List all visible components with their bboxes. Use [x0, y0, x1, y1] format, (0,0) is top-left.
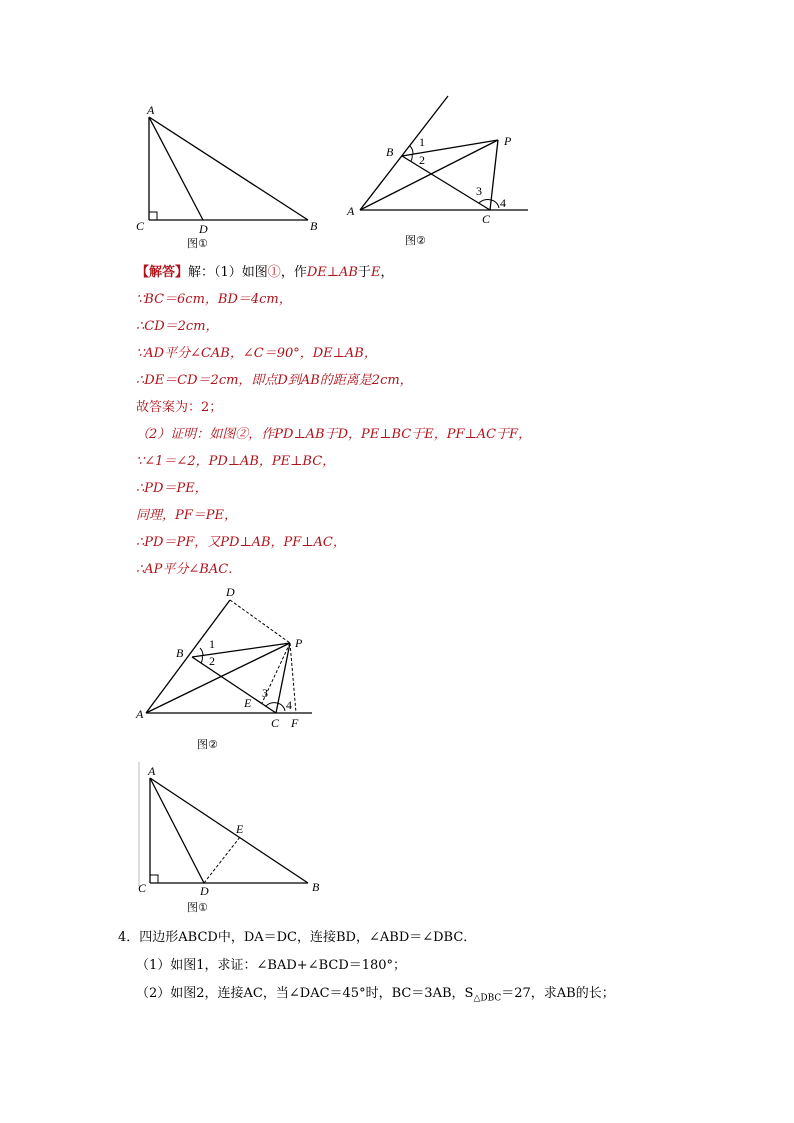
label-C: C: [138, 881, 147, 895]
question-4-part-2: （2）如图2，连接AC，当∠DAC＝45°时，BC＝3AB，$S_{\triangle DBC}=27$，求AB的长；: [136, 986, 615, 1004]
solution-line-6: 故答案为：2；: [136, 400, 223, 415]
angle-1: 1: [209, 637, 215, 651]
label-B: B: [386, 145, 394, 159]
question-4-part-1: （1）如图1，求证：∠BAD+∠BCD＝180°；: [136, 958, 407, 973]
figure-caption: 图①: [187, 237, 208, 250]
label-C: C: [136, 219, 145, 233]
label-C: C: [482, 212, 491, 226]
label-A: A: [148, 764, 156, 778]
angle-4: 4: [286, 698, 292, 712]
label-E: E: [236, 822, 244, 836]
angle-2: 2: [209, 654, 215, 668]
question-4-stem: 4．四边形ABCD中，DA＝DC，连接BD，∠ABD＝∠DBC．: [118, 930, 477, 945]
label-P: P: [295, 636, 303, 650]
figure-1-bottom: [130, 760, 330, 920]
angle-4: 4: [500, 196, 506, 210]
figure-caption: 图①: [187, 901, 208, 914]
label-D: D: [199, 222, 208, 236]
label-B: B: [310, 219, 318, 233]
solution-line-5: ∴DE＝CD＝2cm，即点D到AB的距离是2cm，: [136, 373, 413, 388]
solution-line-9: ∴PD＝PE，: [136, 481, 208, 496]
label-D: D: [200, 884, 209, 898]
label-A: A: [147, 103, 155, 117]
figure-1-top: [130, 100, 330, 250]
label-E: E: [244, 696, 252, 710]
figure-2-top: [340, 90, 540, 250]
label-A: A: [347, 204, 355, 218]
angle-3: 3: [262, 686, 268, 700]
figure-2-bottom: [130, 585, 330, 755]
label-D: D: [226, 585, 235, 599]
solution-line-10: 同理，PF＝PE，: [136, 508, 238, 523]
solution-line-8: ∵∠1＝∠2，PD⊥AB，PE⊥BC，: [136, 454, 336, 469]
figure-caption: 图②: [405, 234, 426, 247]
label-P: P: [504, 134, 512, 148]
label-C: C: [271, 716, 280, 730]
label-A: A: [136, 707, 144, 721]
label-F: F: [291, 716, 299, 730]
answer-tag: 【解答】: [136, 265, 189, 280]
angle-2: 2: [419, 153, 425, 167]
solution-line-4: ∵AD平分∠CAB，∠C＝90°，DE⊥AB，: [136, 346, 377, 361]
solution-line-3: ∴CD＝2cm，: [136, 319, 219, 334]
angle-1: 1: [419, 135, 425, 149]
solution-line-2: ∵BC＝6cm，BD＝4cm，: [136, 292, 292, 307]
figure-caption: 图②: [197, 738, 218, 751]
solution-line-1: 【解答】解：（1）如图①，作DE⊥AB于E，: [136, 265, 394, 280]
label-B: B: [176, 646, 184, 660]
label-B: B: [312, 880, 320, 894]
solution-line-12: ∴AP平分∠BAC．: [136, 562, 242, 577]
angle-3: 3: [476, 184, 482, 198]
solution-line-7: （2）证明：如图②，作PD⊥AB于D，PE⊥BC于E，PF⊥AC于F，: [136, 427, 532, 442]
solution-line-11: ∴PD＝PF，又PD⊥AB，PF⊥AC，: [136, 535, 346, 550]
